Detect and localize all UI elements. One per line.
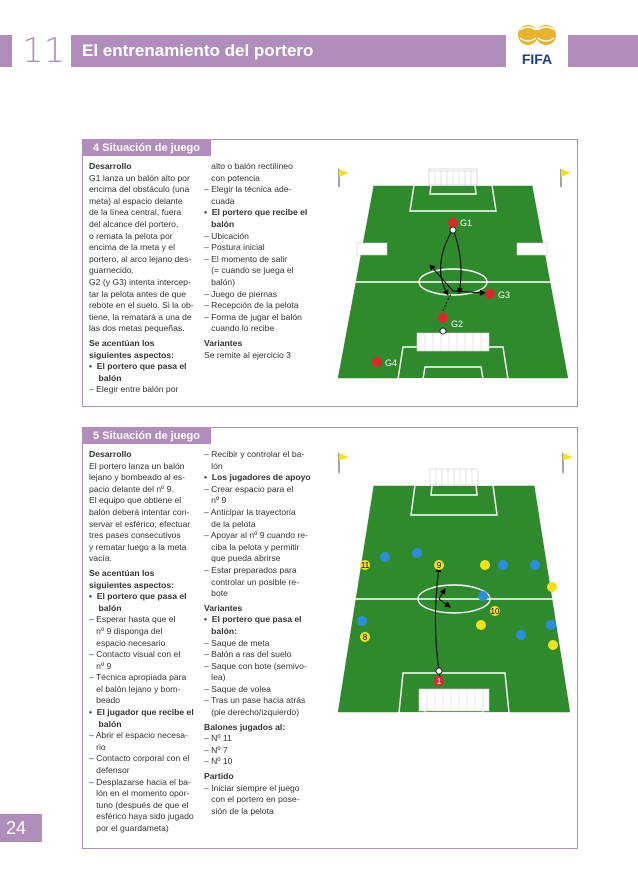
label-g2: G2: [451, 319, 464, 329]
text-line: balón: [89, 718, 122, 729]
text-column-right: [204, 161, 316, 361]
text-line: de la pelota: [204, 518, 256, 529]
text-line: Balones jugados al:: [204, 721, 286, 732]
text-line: Variantes: [204, 602, 243, 613]
text-line: G1 lanza un balón alto por: [89, 172, 190, 183]
text-line: El portero lanza un balón: [89, 460, 185, 471]
label-player-1: 1: [436, 677, 442, 686]
text-line: Se acentúan los: [89, 567, 155, 578]
text-line: alto o balón rectilíneo: [204, 161, 293, 171]
text-line: beado: [89, 695, 121, 706]
text-line: balón): [204, 276, 236, 287]
text-line: • El portero que pasa el: [204, 614, 302, 625]
text-line: balón: [89, 372, 122, 383]
fifa-logo-text: FIFA: [521, 51, 553, 67]
text-line: defensor: [89, 765, 130, 776]
text-line: Partido: [204, 771, 234, 782]
exercise-panel-5: [82, 427, 578, 849]
text-line: encima de la meta y el: [89, 242, 175, 253]
label-g1: G1: [460, 218, 473, 228]
text-line: con potencia: [204, 172, 260, 183]
text-line: – Estar preparados para: [204, 564, 297, 575]
label-player-10: 10: [490, 607, 500, 616]
text-line: – Técnica apropiada para: [89, 672, 187, 683]
text-line: • El portero que recibe el: [204, 207, 308, 218]
text-line: Desarrollo: [89, 449, 132, 459]
text-line: lea): [204, 672, 226, 683]
text-line: – Apoyar al nº 9 cuando re-: [204, 530, 308, 541]
text-line: – Juego de piernas: [204, 288, 278, 299]
text-line: tar la pelota antes de que: [89, 288, 186, 299]
text-line: lón en el momento opor-: [89, 788, 190, 799]
text-line: cuada: [204, 195, 235, 206]
text-line: tres pases consecutivos: [89, 530, 181, 541]
text-line: Desarrollo: [89, 161, 132, 171]
text-line: con el portero en pose-: [204, 794, 300, 805]
text-line: – Anticipar la trayectoria: [204, 506, 296, 517]
text-line: sión de la pelota: [204, 805, 274, 816]
text-line: pacio delante del nº 9.: [89, 483, 174, 494]
text-line: • Los jugadores de apoyo: [204, 472, 311, 483]
text-line: el balón lejano y bom-: [89, 683, 181, 694]
text-line: bote: [204, 588, 228, 599]
chapter-title: El entrenamiento del portero: [82, 41, 314, 60]
label-g4: G4: [385, 358, 398, 368]
text-line: rio: [89, 741, 106, 752]
text-line: – Elegir entre balón por: [89, 384, 179, 395]
text-line: – Saque con bote (semivo-: [204, 660, 307, 671]
text-line: – Nº 7: [204, 744, 228, 755]
text-line: lón: [204, 460, 223, 471]
text-column-right: [204, 449, 316, 817]
training-field-diagram: [335, 161, 571, 401]
text-line: • El jugador que recibe el: [89, 707, 194, 718]
fifa-logo: [506, 18, 568, 70]
text-line: El equipo que obtiene el: [89, 495, 182, 506]
text-line: (pie derecho/izquierdo): [204, 707, 300, 718]
text-line: tuno (después de que el: [89, 799, 189, 810]
page-number: 24: [0, 814, 42, 842]
text-line: – Saque de meta: [204, 637, 270, 648]
text-line: de la línea central, fuera: [89, 207, 182, 218]
text-line: nº 9: [204, 495, 227, 506]
text-line: vacía.: [89, 553, 112, 564]
text-line: rebote en el suelo. Si la ob-: [89, 300, 194, 311]
text-line: – Tras un pase hacia atrás: [204, 695, 306, 706]
text-line: – Recepción de la pelota: [204, 300, 299, 311]
text-line: – Contacto corporal con el: [89, 753, 190, 764]
text-line: las dos metas pequeñas.: [89, 323, 185, 334]
text-line: siguientes aspectos:: [89, 349, 175, 360]
label-player-8: 8: [362, 633, 368, 642]
text-line: nº 9: [89, 660, 112, 671]
text-line: guarnecido.: [89, 265, 134, 276]
text-line: • El portero que pasa el: [89, 591, 187, 602]
text-line: y rematar luego a la meta: [89, 541, 187, 552]
text-line: – Recibir y controlar el ba-: [204, 449, 305, 459]
text-line: espacio necesario: [89, 637, 166, 648]
text-line: – Crear espacio para el: [204, 483, 294, 494]
exercise-panel-4: [82, 139, 578, 407]
text-line: – Elegir la técnica ade-: [204, 184, 292, 195]
text-line: nº 9 disponga del: [89, 625, 163, 636]
text-line: balón: [89, 602, 122, 613]
text-line: o remata la pelota por: [89, 230, 173, 241]
text-line: – Ubicación: [204, 230, 249, 241]
text-line: • El portero que pasa el: [89, 361, 187, 372]
text-line: – Abrir el espacio necesa-: [89, 730, 188, 741]
text-line: – Saque de volea: [204, 683, 271, 694]
text-line: del alcance del portero,: [89, 218, 179, 229]
training-field-diagram: [335, 449, 573, 721]
text-line: – Contacto visual con el: [89, 649, 181, 660]
text-line: – El momento de salir: [204, 253, 288, 264]
text-line: – Esperar hasta que el: [89, 614, 176, 625]
text-line: – Forma de jugar el balón: [204, 311, 302, 322]
label-player-11: 11: [360, 561, 370, 570]
text-line: – Nº 11: [204, 733, 232, 744]
text-column-left: [89, 161, 201, 396]
text-line: Variantes: [204, 337, 243, 348]
panel-title: 4 Situación de juego: [83, 140, 211, 156]
text-line: servar el esférico, efectuar: [89, 518, 191, 529]
text-line: G2 (y G3) intenta intercep-: [89, 276, 191, 287]
text-line: ciba la pelota y permitir: [204, 541, 300, 552]
text-column-left: [89, 449, 201, 835]
text-line: Se acentúan los: [89, 337, 155, 348]
text-line: – Desplazarse hacia el ba-: [89, 776, 191, 787]
text-line: Se remite al ejercicio 3: [204, 349, 291, 360]
chapter-number: 11: [12, 34, 71, 68]
text-line: – Nº 10: [204, 756, 233, 767]
text-line: – Balón a ras del suelo: [204, 649, 292, 660]
text-line: portero, al arco lejano des-: [89, 253, 192, 264]
text-line: balón deberá intentar con-: [89, 506, 190, 517]
text-line: siguientes aspectos:: [89, 579, 175, 590]
text-line: balón: [204, 218, 235, 229]
text-line: cuando lo recibe: [204, 323, 275, 334]
text-line: balón:: [204, 625, 237, 636]
text-line: encima del obstáculo (una: [89, 184, 190, 195]
panel-title: 5 Situación de juego: [83, 428, 211, 444]
text-line: lejano y bombeado al es-: [89, 472, 186, 483]
text-line: – Postura inicial: [204, 242, 265, 253]
text-line: (= cuando se juega el: [204, 265, 294, 276]
text-line: – Iniciar siempre el juego: [204, 782, 300, 793]
label-player-9: 9: [436, 561, 442, 570]
label-g3: G3: [498, 290, 511, 300]
text-line: tiene, la rematará a una de: [89, 311, 192, 322]
text-line: por el guardameta): [89, 823, 169, 833]
text-line: controlar un posible re-: [204, 576, 300, 587]
text-line: esférico haya sido jugado: [89, 811, 194, 822]
text-line: meta) al espacio delante: [89, 195, 183, 206]
text-line: que pueda abrirse: [204, 553, 281, 564]
